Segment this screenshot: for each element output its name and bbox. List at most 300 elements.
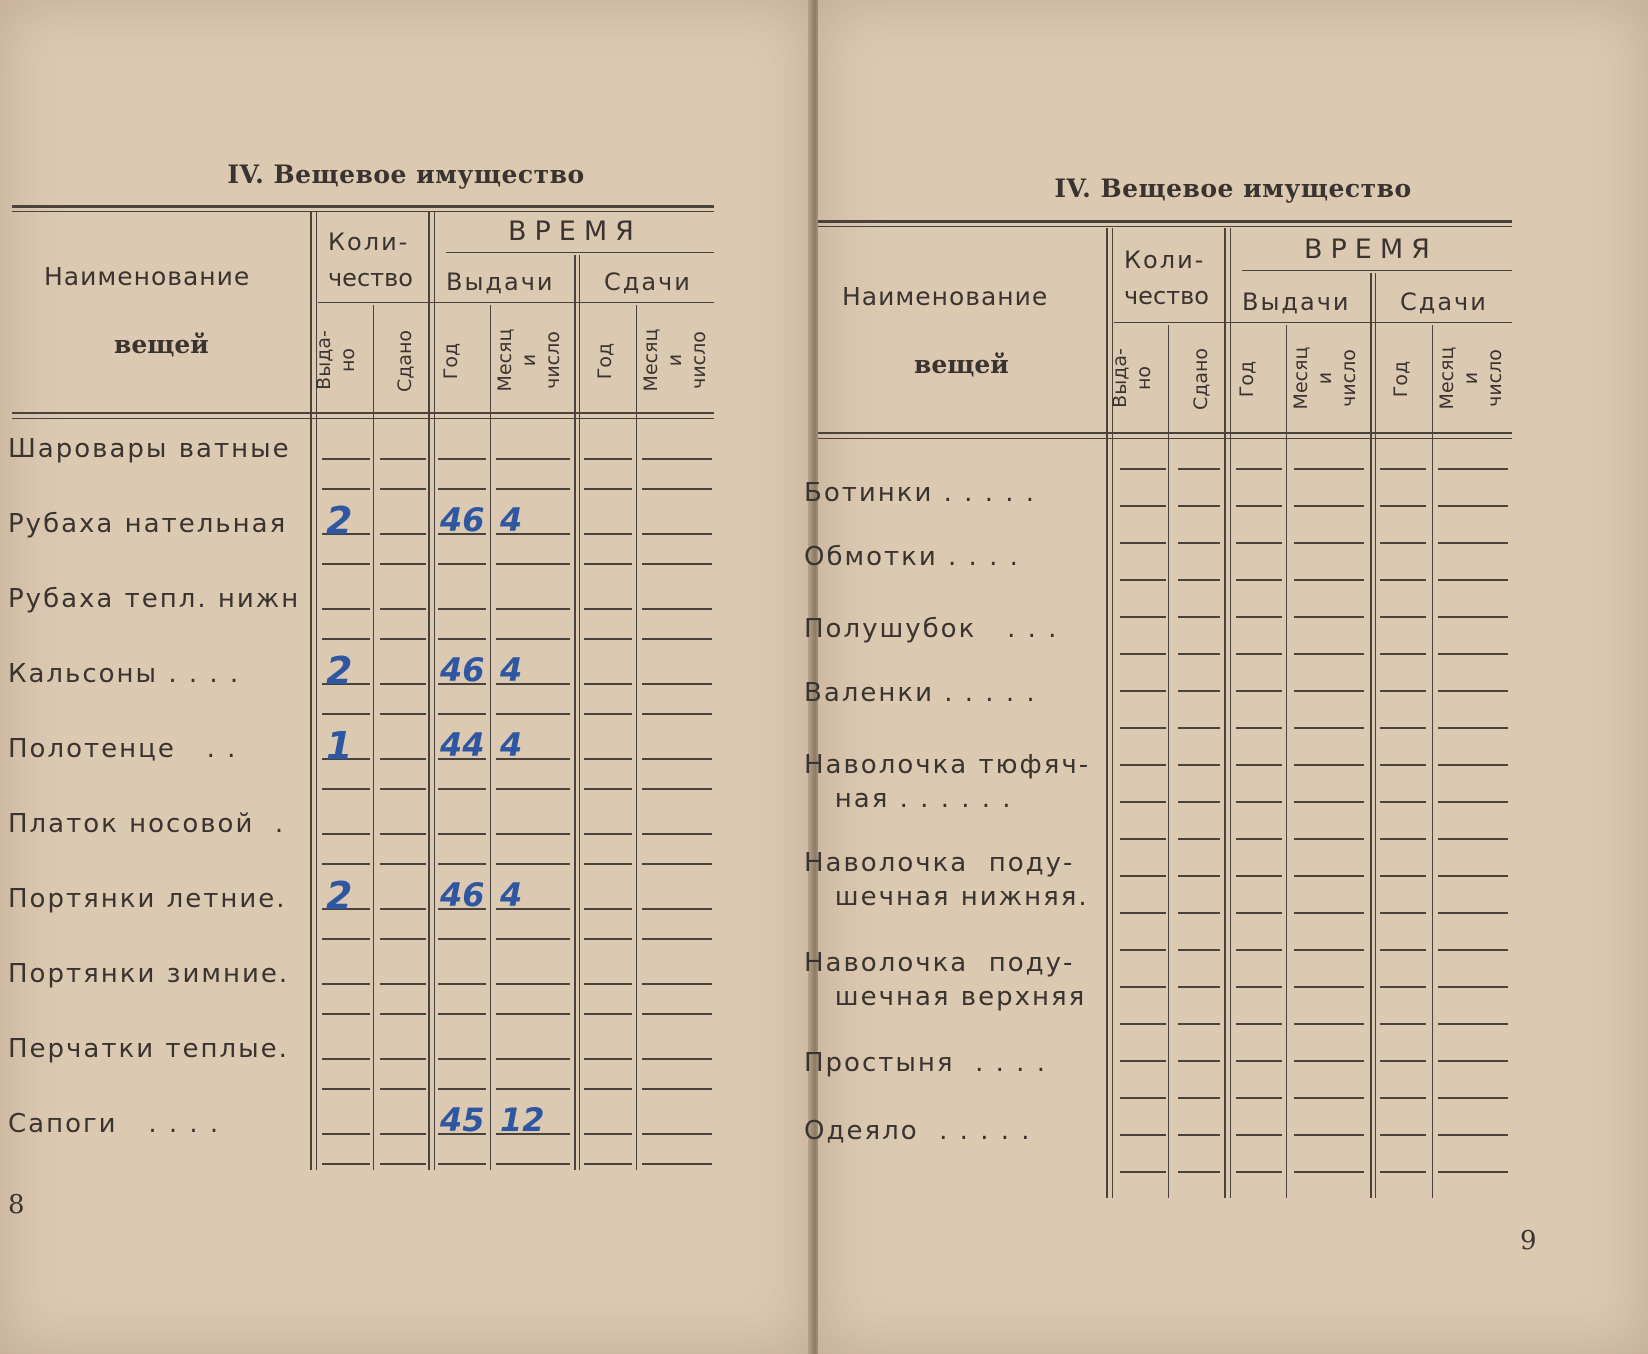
blank-line bbox=[438, 638, 486, 640]
blank-line bbox=[642, 713, 712, 715]
blank-line bbox=[1120, 542, 1166, 544]
left-page-title: IV. Вещевое имущество bbox=[227, 160, 585, 189]
blank-line bbox=[438, 788, 486, 790]
blank-line bbox=[1380, 1097, 1426, 1099]
blank-line bbox=[380, 908, 426, 910]
blank-line bbox=[1178, 1060, 1220, 1062]
blank-line bbox=[642, 1163, 712, 1165]
blank-line bbox=[642, 983, 712, 985]
blank-line bbox=[1294, 949, 1364, 951]
issued-quantity: 2 bbox=[326, 649, 353, 693]
col-divider-qty-time-inner bbox=[434, 212, 435, 1170]
blank-line bbox=[642, 788, 712, 790]
blank-line bbox=[1178, 616, 1220, 618]
issue-year-header: Год bbox=[1236, 360, 1258, 398]
time-header: ВРЕМЯ bbox=[508, 216, 642, 247]
blank-line bbox=[1380, 912, 1426, 914]
blank-line bbox=[322, 863, 370, 865]
blank-line bbox=[1380, 1171, 1426, 1173]
blank-line bbox=[1380, 542, 1426, 544]
blank-line bbox=[1178, 653, 1220, 655]
blank-line bbox=[1120, 616, 1166, 618]
blank-line bbox=[1438, 579, 1508, 581]
blank-line bbox=[642, 833, 712, 835]
issue-monthday-header: Месяц и число bbox=[1290, 346, 1360, 410]
returned-header: Сдано bbox=[1190, 347, 1212, 411]
blank-line bbox=[1236, 838, 1282, 840]
blank-line bbox=[322, 983, 370, 985]
issue-year: 46 bbox=[440, 651, 485, 689]
blank-line bbox=[1178, 801, 1220, 803]
col-divider-qty-time bbox=[428, 212, 430, 1170]
blank-line bbox=[642, 758, 712, 760]
blank-line bbox=[438, 983, 486, 985]
blank-line bbox=[438, 563, 486, 565]
blank-line bbox=[1438, 468, 1508, 470]
blank-line bbox=[322, 563, 370, 565]
col-divider-issue-return-inner bbox=[1375, 273, 1376, 1198]
blank-line bbox=[322, 1133, 370, 1135]
blank-line bbox=[1236, 727, 1282, 729]
issue-year-header: Год bbox=[440, 342, 462, 380]
blank-line bbox=[438, 1163, 486, 1165]
blank-line bbox=[584, 1013, 632, 1015]
blank-line bbox=[1380, 1023, 1426, 1025]
blank-line bbox=[1120, 912, 1166, 914]
blank-line bbox=[322, 1013, 370, 1015]
blank-line bbox=[496, 563, 570, 565]
blank-line bbox=[1438, 986, 1508, 988]
blank-line bbox=[642, 1058, 712, 1060]
blank-line bbox=[1294, 1060, 1364, 1062]
blank-line bbox=[380, 608, 426, 610]
blank-line bbox=[438, 863, 486, 865]
blank-line bbox=[1120, 801, 1166, 803]
blank-line bbox=[1380, 690, 1426, 692]
blank-line bbox=[380, 983, 426, 985]
blank-line bbox=[642, 638, 712, 640]
header-bottom-rule-thin bbox=[818, 438, 1512, 439]
col-divider-qty-time-inner bbox=[1230, 228, 1231, 1198]
blank-line bbox=[1294, 727, 1364, 729]
col-divider-qty-time bbox=[1224, 228, 1226, 1198]
blank-line bbox=[496, 1088, 570, 1090]
blank-line bbox=[496, 608, 570, 610]
blank-line bbox=[1178, 912, 1220, 914]
blank-line bbox=[496, 938, 570, 940]
blank-line bbox=[1120, 1097, 1166, 1099]
blank-line bbox=[584, 1058, 632, 1060]
blank-line bbox=[1380, 468, 1426, 470]
blank-line bbox=[438, 608, 486, 610]
blank-line bbox=[1120, 875, 1166, 877]
blank-line bbox=[322, 1058, 370, 1060]
qty-header-sub: чество bbox=[1124, 282, 1209, 310]
page-number: 8 bbox=[8, 1190, 25, 1220]
issue-month-day: 4 bbox=[500, 726, 523, 764]
qty-header-sub: чество bbox=[328, 264, 413, 292]
blank-line bbox=[642, 608, 712, 610]
blank-line bbox=[1294, 1023, 1364, 1025]
blank-line bbox=[642, 458, 712, 460]
blank-line bbox=[380, 713, 426, 715]
blank-line bbox=[322, 458, 370, 460]
blank-line bbox=[1438, 1134, 1508, 1136]
blank-line bbox=[380, 1013, 426, 1015]
blank-line bbox=[380, 1058, 426, 1060]
blank-line bbox=[322, 833, 370, 835]
return-year-header: Год bbox=[594, 342, 616, 380]
item-label: Перчатки теплые. bbox=[8, 1034, 289, 1064]
blank-line bbox=[1120, 764, 1166, 766]
blank-line bbox=[1294, 468, 1364, 470]
blank-line bbox=[584, 1088, 632, 1090]
col-divider-return-year bbox=[636, 305, 637, 1170]
blank-line bbox=[1294, 875, 1364, 877]
right-page-title: IV. Вещевое имущество bbox=[1054, 174, 1412, 203]
name-header-sub: вещей bbox=[914, 350, 1009, 379]
blank-line bbox=[1380, 1060, 1426, 1062]
blank-line bbox=[1380, 505, 1426, 507]
blank-line bbox=[1120, 986, 1166, 988]
blank-line bbox=[1236, 875, 1282, 877]
blank-line bbox=[1438, 1023, 1508, 1025]
issue-month-day: 4 bbox=[500, 651, 523, 689]
blank-line bbox=[584, 938, 632, 940]
header-top-rule-thin bbox=[12, 211, 714, 212]
blank-line bbox=[584, 863, 632, 865]
blank-line bbox=[496, 488, 570, 490]
returned-header: Сдано bbox=[394, 329, 416, 393]
blank-line bbox=[438, 833, 486, 835]
blank-line bbox=[1178, 727, 1220, 729]
blank-line bbox=[380, 863, 426, 865]
blank-line bbox=[1236, 1097, 1282, 1099]
issue-month-day: 4 bbox=[500, 876, 523, 914]
item-label: Сапоги . . . . bbox=[8, 1109, 221, 1139]
blank-line bbox=[1236, 542, 1282, 544]
item-label: Портянки зимние. bbox=[8, 959, 290, 989]
blank-line bbox=[1380, 986, 1426, 988]
blank-line bbox=[322, 488, 370, 490]
header-bottom-rule-thin bbox=[12, 418, 714, 419]
return-monthday-header: Месяц и число bbox=[640, 328, 710, 392]
item-label: Простыня . . . . bbox=[804, 1048, 1047, 1078]
blank-line bbox=[1438, 801, 1508, 803]
blank-line bbox=[380, 1088, 426, 1090]
col-divider-issue-year bbox=[490, 305, 491, 1170]
item-label: Рубаха нательная bbox=[8, 509, 288, 539]
col-divider-issue-year bbox=[1286, 325, 1287, 1198]
blank-line bbox=[584, 1133, 632, 1135]
blank-line bbox=[380, 458, 426, 460]
blank-line bbox=[1178, 1134, 1220, 1136]
qty-header: Коли- bbox=[328, 228, 410, 256]
blank-line bbox=[584, 983, 632, 985]
col-divider-qty bbox=[373, 305, 374, 1170]
blank-line bbox=[642, 908, 712, 910]
blank-line bbox=[380, 563, 426, 565]
blank-line bbox=[1236, 579, 1282, 581]
return-monthday-header: Месяц и число bbox=[1436, 346, 1506, 410]
issued-quantity: 2 bbox=[326, 499, 353, 543]
name-header: Наименование bbox=[44, 262, 251, 291]
blank-line bbox=[380, 1133, 426, 1135]
issued-header: Выда- но bbox=[1109, 348, 1155, 408]
blank-line bbox=[1380, 653, 1426, 655]
blank-line bbox=[1178, 505, 1220, 507]
blank-line bbox=[438, 1013, 486, 1015]
return-year-header: Год bbox=[1390, 360, 1412, 398]
item-label: Полушубок . . . bbox=[804, 614, 1059, 644]
blank-line bbox=[1438, 653, 1508, 655]
blank-line bbox=[1178, 838, 1220, 840]
blank-line bbox=[1178, 1097, 1220, 1099]
blank-line bbox=[380, 758, 426, 760]
header-top-rule bbox=[818, 220, 1512, 223]
blank-line bbox=[380, 1163, 426, 1165]
blank-line bbox=[322, 1163, 370, 1165]
blank-line bbox=[1294, 764, 1364, 766]
blank-line bbox=[380, 833, 426, 835]
blank-line bbox=[1236, 912, 1282, 914]
col-divider-issue-return-inner bbox=[579, 255, 580, 1170]
blank-line bbox=[438, 1088, 486, 1090]
blank-line bbox=[322, 938, 370, 940]
blank-line bbox=[1178, 690, 1220, 692]
item-label: Платок носовой . bbox=[8, 809, 286, 839]
blank-line bbox=[1120, 690, 1166, 692]
blank-line bbox=[496, 1058, 570, 1060]
blank-line bbox=[438, 488, 486, 490]
subheader-rule bbox=[318, 302, 714, 303]
blank-line bbox=[1178, 542, 1220, 544]
col-divider-return-year bbox=[1432, 325, 1433, 1198]
blank-line bbox=[1120, 949, 1166, 951]
subheader-rule bbox=[1114, 322, 1512, 323]
header-bottom-rule bbox=[818, 432, 1512, 434]
item-label: Полотенце . . bbox=[8, 734, 238, 764]
blank-line bbox=[1380, 616, 1426, 618]
item-label: Наволочка тюфяч- ная . . . . . . bbox=[804, 750, 1091, 814]
blank-line bbox=[496, 983, 570, 985]
time-rule bbox=[1242, 270, 1512, 271]
blank-line bbox=[380, 788, 426, 790]
item-label: Валенки . . . . . bbox=[804, 678, 1037, 708]
blank-line bbox=[438, 458, 486, 460]
blank-line bbox=[496, 833, 570, 835]
col-divider-issue-return bbox=[1370, 273, 1372, 1198]
page-number: 9 bbox=[1520, 1226, 1537, 1256]
blank-line bbox=[1236, 468, 1282, 470]
issue-header: Выдачи bbox=[1242, 288, 1351, 316]
blank-line bbox=[1294, 912, 1364, 914]
time-header: ВРЕМЯ bbox=[1304, 234, 1438, 265]
blank-line bbox=[1294, 1097, 1364, 1099]
blank-line bbox=[1236, 949, 1282, 951]
issue-header: Выдачи bbox=[446, 268, 555, 296]
blank-line bbox=[1294, 1134, 1364, 1136]
blank-line bbox=[1438, 505, 1508, 507]
blank-line bbox=[1120, 1060, 1166, 1062]
blank-line bbox=[642, 1088, 712, 1090]
blank-line bbox=[1178, 986, 1220, 988]
blank-line bbox=[1438, 542, 1508, 544]
blank-line bbox=[1178, 949, 1220, 951]
blank-line bbox=[584, 833, 632, 835]
blank-line bbox=[1120, 468, 1166, 470]
blank-line bbox=[1120, 653, 1166, 655]
blank-line bbox=[642, 563, 712, 565]
blank-line bbox=[642, 533, 712, 535]
blank-line bbox=[1438, 1097, 1508, 1099]
issue-year: 45 bbox=[440, 1101, 485, 1139]
blank-line bbox=[1438, 764, 1508, 766]
blank-line bbox=[1294, 542, 1364, 544]
blank-line bbox=[380, 683, 426, 685]
blank-line bbox=[642, 683, 712, 685]
qty-header: Коли- bbox=[1124, 246, 1206, 274]
blank-line bbox=[1380, 875, 1426, 877]
blank-line bbox=[496, 1163, 570, 1165]
blank-line bbox=[438, 1058, 486, 1060]
blank-line bbox=[584, 563, 632, 565]
blank-line bbox=[1178, 1171, 1220, 1173]
blank-line bbox=[322, 713, 370, 715]
blank-line bbox=[1380, 801, 1426, 803]
blank-line bbox=[496, 788, 570, 790]
col-divider-issue-return bbox=[574, 255, 576, 1170]
blank-line bbox=[1438, 912, 1508, 914]
blank-line bbox=[1380, 764, 1426, 766]
issue-monthday-header: Месяц и число bbox=[494, 328, 564, 392]
blank-line bbox=[1294, 801, 1364, 803]
blank-line bbox=[1236, 690, 1282, 692]
item-label: Портянки летние. bbox=[8, 884, 287, 914]
blank-line bbox=[1120, 505, 1166, 507]
blank-line bbox=[1178, 468, 1220, 470]
blank-line bbox=[322, 638, 370, 640]
blank-line bbox=[1178, 764, 1220, 766]
left-page bbox=[0, 0, 812, 1354]
issued-quantity: 2 bbox=[326, 874, 353, 918]
blank-line bbox=[584, 488, 632, 490]
blank-line bbox=[1380, 949, 1426, 951]
item-label: Обмотки . . . . bbox=[804, 542, 1020, 572]
item-label: Наволочка поду- шечная нижняя. bbox=[804, 848, 1089, 912]
blank-line bbox=[584, 458, 632, 460]
blank-line bbox=[322, 1088, 370, 1090]
blank-line bbox=[1294, 986, 1364, 988]
blank-line bbox=[584, 608, 632, 610]
right-page bbox=[804, 0, 1648, 1354]
blank-line bbox=[642, 863, 712, 865]
blank-line bbox=[322, 788, 370, 790]
blank-line bbox=[1236, 801, 1282, 803]
blank-line bbox=[496, 713, 570, 715]
blank-line bbox=[1120, 727, 1166, 729]
header-top-rule-thin bbox=[818, 226, 1512, 227]
header-top-rule bbox=[12, 205, 714, 208]
blank-line bbox=[1236, 1060, 1282, 1062]
issued-header: Выда- но bbox=[313, 330, 359, 390]
blank-line bbox=[1236, 1171, 1282, 1173]
return-header: Сдачи bbox=[1400, 288, 1488, 316]
blank-line bbox=[380, 638, 426, 640]
blank-line bbox=[380, 533, 426, 535]
time-rule bbox=[446, 252, 714, 253]
blank-line bbox=[1438, 1171, 1508, 1173]
blank-line bbox=[584, 533, 632, 535]
blank-line bbox=[1438, 949, 1508, 951]
blank-line bbox=[1294, 838, 1364, 840]
blank-line bbox=[1120, 1023, 1166, 1025]
blank-line bbox=[438, 713, 486, 715]
issue-year: 46 bbox=[440, 501, 485, 539]
blank-line bbox=[1438, 690, 1508, 692]
blank-line bbox=[1380, 838, 1426, 840]
issue-year: 46 bbox=[440, 876, 485, 914]
blank-line bbox=[1236, 616, 1282, 618]
blank-line bbox=[1236, 1023, 1282, 1025]
blank-line bbox=[1294, 690, 1364, 692]
issue-month-day: 12 bbox=[500, 1101, 545, 1139]
blank-line bbox=[1294, 616, 1364, 618]
item-label: Одеяло . . . . . bbox=[804, 1116, 1032, 1146]
blank-line bbox=[380, 488, 426, 490]
blank-line bbox=[584, 788, 632, 790]
blank-line bbox=[1438, 727, 1508, 729]
name-header: Наименование bbox=[842, 282, 1049, 311]
blank-line bbox=[322, 608, 370, 610]
blank-line bbox=[1178, 1023, 1220, 1025]
issue-year: 44 bbox=[440, 726, 485, 764]
blank-line bbox=[1294, 1171, 1364, 1173]
issue-month-day: 4 bbox=[500, 501, 523, 539]
blank-line bbox=[1438, 838, 1508, 840]
header-bottom-rule bbox=[12, 412, 714, 414]
blank-line bbox=[1236, 1134, 1282, 1136]
blank-line bbox=[584, 758, 632, 760]
blank-line bbox=[1294, 653, 1364, 655]
item-label: Рубаха тепл. нижн bbox=[8, 584, 301, 614]
blank-line bbox=[380, 938, 426, 940]
item-label: Шаровары ватные bbox=[8, 434, 291, 464]
blank-line bbox=[1120, 579, 1166, 581]
blank-line bbox=[584, 1163, 632, 1165]
blank-line bbox=[1120, 1134, 1166, 1136]
blank-line bbox=[1294, 579, 1364, 581]
blank-line bbox=[584, 908, 632, 910]
blank-line bbox=[1380, 1134, 1426, 1136]
blank-line bbox=[1236, 986, 1282, 988]
item-label: Наволочка поду- шечная верхняя bbox=[804, 948, 1087, 1012]
blank-line bbox=[496, 458, 570, 460]
blank-line bbox=[1380, 579, 1426, 581]
blank-line bbox=[1178, 579, 1220, 581]
blank-line bbox=[1236, 505, 1282, 507]
blank-line bbox=[1236, 764, 1282, 766]
blank-line bbox=[496, 863, 570, 865]
blank-line bbox=[642, 488, 712, 490]
blank-line bbox=[642, 1133, 712, 1135]
blank-line bbox=[1178, 875, 1220, 877]
blank-line bbox=[1294, 505, 1364, 507]
item-label: Ботинки . . . . . bbox=[804, 478, 1037, 508]
blank-line bbox=[584, 713, 632, 715]
blank-line bbox=[496, 638, 570, 640]
name-header-sub: вещей bbox=[114, 330, 209, 359]
